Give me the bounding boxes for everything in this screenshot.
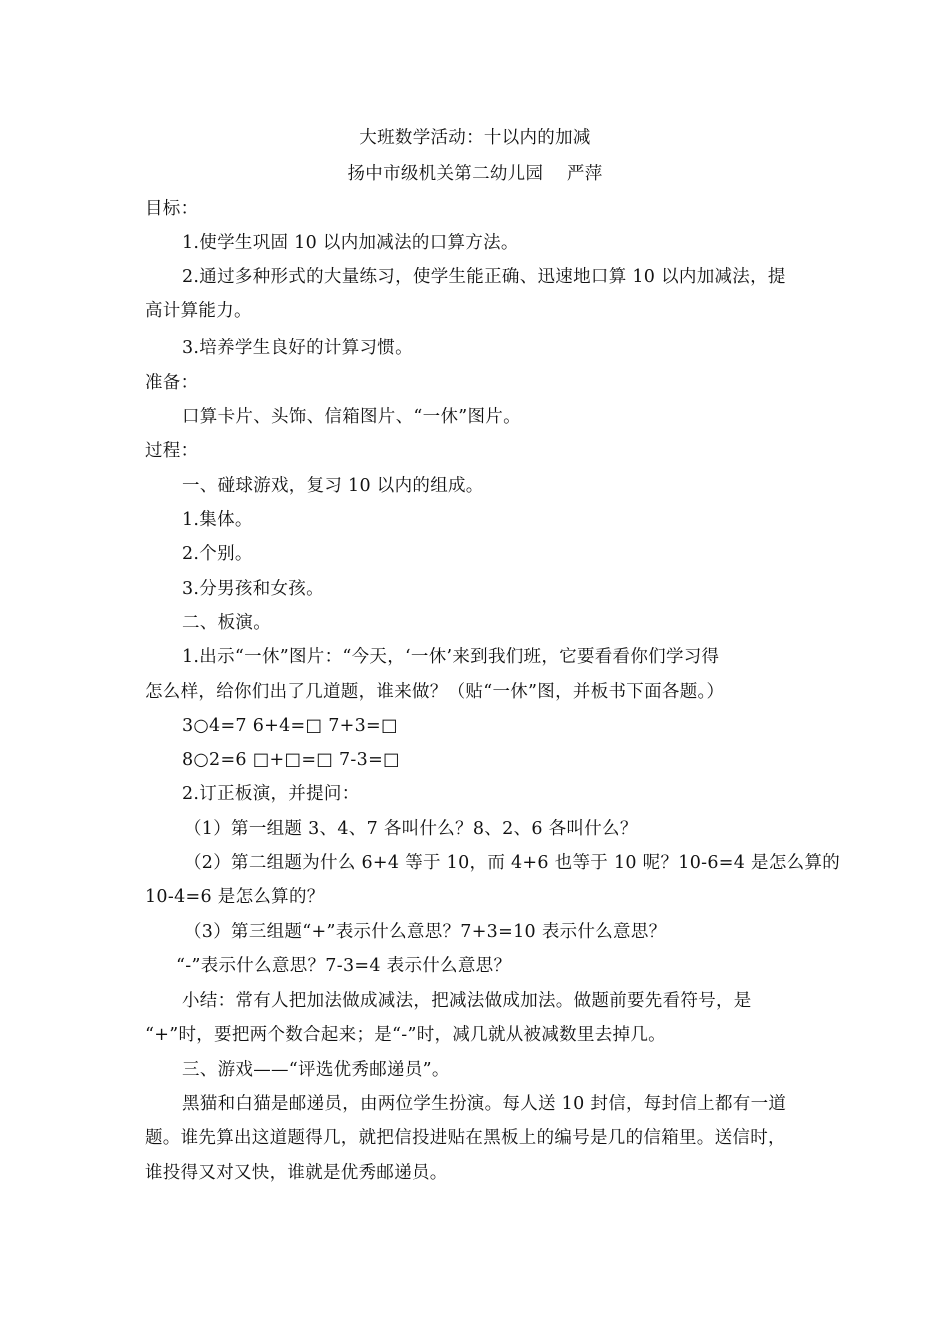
question-1: （1）第一组题 3、4、7 各叫什么？8、2、6 各叫什么？ (184, 819, 638, 839)
step-1-item-1: 1.集体。 (182, 510, 253, 530)
step-3-line-3: 谁投得又对又快，谁就是优秀邮递员。 (145, 1163, 448, 1183)
goal-item-3: 3.培养学生良好的计算习惯。 (182, 338, 413, 358)
step-1-item-3: 3.分男孩和女孩。 (182, 579, 324, 599)
step-2-item-2: 2.订正板演，并提问： (182, 784, 360, 804)
question-3-line-2: “-”表示什么意思？7-3=4 表示什么意思？ (176, 956, 512, 976)
step-1-heading: 一、碰球游戏，复习 10 以内的组成。 (182, 476, 484, 496)
step-3-heading: 三、游戏——“评选优秀邮递员”。 (182, 1060, 450, 1080)
question-2-line-2: 10-4=6 是怎么算的？ (145, 887, 325, 907)
document-title: 大班数学活动：十以内的加减 (359, 128, 591, 148)
step-2-item-1-line-1: 1.出示“一休”图片：“今天，‘一休’来到我们班，它要看看你们学习得 (182, 647, 720, 667)
summary-line-1: 小结：常有人把加法做成减法，把减法做成加法。做题前要先看符号，是 (182, 991, 752, 1011)
step-2-heading: 二、板演。 (182, 613, 271, 633)
question-2-line-1: （2）第二组题为什么 6+4 等于 10，而 4+6 也等于 10 呢？10-6=4 是怎么算的 (184, 853, 841, 873)
process-heading: 过程： (145, 441, 199, 461)
equation-row-2: 8○2=6 □+□=□ 7-3=□ (182, 750, 400, 770)
summary-line-2: “+”时，要把两个数合起来；是“-”时，减几就从被减数里去掉几。 (145, 1025, 666, 1045)
goal-item-1: 1.使学生巩固 10 以内加减法的口算方法。 (182, 233, 519, 253)
goal-item-2-line-2: 高计算能力。 (145, 301, 252, 321)
step-1-item-2: 2.个别。 (182, 544, 253, 564)
goal-item-2-line-1: 2.通过多种形式的大量练习，使学生能正确、迅速地口算 10 以内加减法，提 (182, 267, 786, 287)
goals-heading: 目标： (145, 199, 199, 219)
document-author: 扬中市级机关第二幼儿园 严萍 (347, 164, 603, 184)
prep-text: 口算卡片、头饰、信箱图片、“一休”图片。 (182, 407, 521, 427)
step-3-line-2: 题。谁先算出这道题得几，就把信投进贴在黑板上的编号是几的信箱里。送信时， (145, 1128, 786, 1148)
step-3-line-1: 黑猫和白猫是邮递员，由两位学生扮演。每人送 10 封信，每封信上都有一道 (182, 1094, 787, 1114)
question-3-line-1: （3）第三组题“+”表示什么意思？7+3=10 表示什么意思？ (184, 922, 667, 942)
prep-heading: 准备： (145, 373, 199, 393)
step-2-item-1-line-2: 怎么样，给你们出了几道题，谁来做？（贴“一休”图，并板书下面各题。） (145, 682, 725, 702)
equation-row-1: 3○4=7 6+4=□ 7+3=□ (182, 716, 398, 736)
